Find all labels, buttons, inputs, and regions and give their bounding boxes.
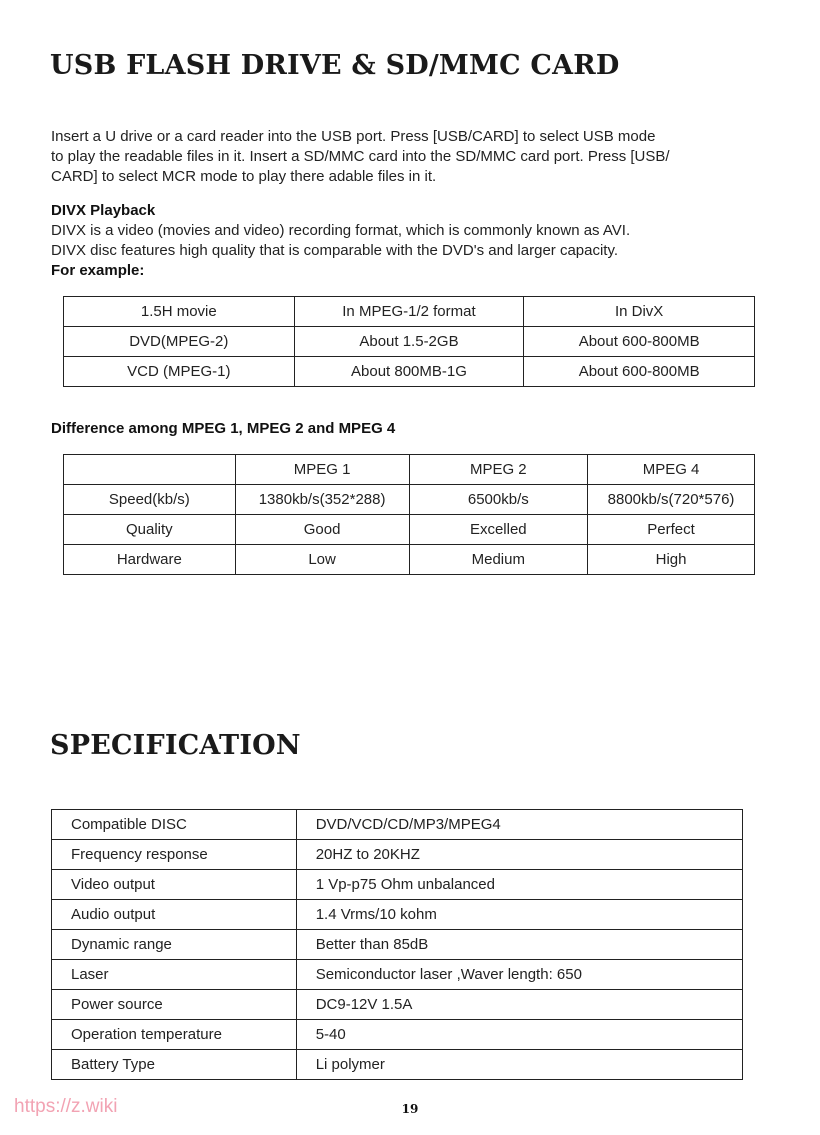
spec-label: Battery Type (52, 1050, 297, 1080)
spec-value: 1.4 Vrms/10 kohm (296, 900, 742, 930)
intro-line: CARD] to select MCR mode to play there adable files in it. (51, 168, 437, 185)
watermark-link[interactable]: https://z.wiki (14, 1096, 118, 1117)
table-cell: High (588, 545, 755, 575)
table-cell: MPEG 1 (235, 455, 409, 485)
intro-line: Insert a U drive or a card reader into the USB port. Press [USB/CARD] to select USB mode (51, 128, 656, 145)
divx-line: DIVX is a video (movies and video) recording format, which is commonly known as AVI. (51, 222, 631, 239)
table-cell (64, 455, 236, 485)
spec-label: Video output (52, 870, 297, 900)
table-row (64, 327, 755, 357)
spec-label: Laser (52, 960, 297, 990)
table-row (52, 960, 743, 990)
spec-value: Better than 85dB (296, 930, 742, 960)
table-cell: About 600-800MB (524, 327, 755, 357)
table-cell: Hardware (64, 545, 236, 575)
table-cell: Good (235, 515, 409, 545)
table-cell: 1.5H movie (64, 297, 295, 327)
table-row (64, 485, 755, 515)
usb-section-title: USB FLASH DRIVE & SD/MMC CARD (50, 50, 620, 81)
divx-heading: DIVX Playback (51, 202, 156, 219)
table-cell: Low (235, 545, 409, 575)
spec-value: 20HZ to 20KHZ (296, 840, 742, 870)
table-row (52, 840, 743, 870)
table-cell: 8800kb/s(720*576) (588, 485, 755, 515)
mpeg-comparison-table (63, 454, 755, 575)
example-table (63, 296, 755, 387)
divx-paragraph (51, 221, 771, 261)
spec-value: DC9-12V 1.5A (296, 990, 742, 1020)
usb-intro-paragraph (51, 127, 771, 187)
table-cell: Medium (409, 545, 588, 575)
table-cell: About 600-800MB (524, 357, 755, 387)
table-cell: Excelled (409, 515, 588, 545)
table-row (52, 1020, 743, 1050)
spec-label: Power source (52, 990, 297, 1020)
spec-label: Audio output (52, 900, 297, 930)
table-cell: 1380kb/s(352*288) (235, 485, 409, 515)
table-row (64, 515, 755, 545)
table-row (52, 990, 743, 1020)
table-cell: Quality (64, 515, 236, 545)
table-cell: In DivX (524, 297, 755, 327)
specification-table (51, 809, 743, 1080)
table-cell: DVD(MPEG-2) (64, 327, 295, 357)
table-cell: 6500kb/s (409, 485, 588, 515)
spec-section-title: SPECIFICATION (50, 730, 301, 761)
table-row (64, 297, 755, 327)
difference-heading: Difference among MPEG 1, MPEG 2 and MPEG 4 (51, 420, 396, 437)
spec-value: DVD/VCD/CD/MP3/MPEG4 (296, 810, 742, 840)
table-row (52, 900, 743, 930)
table-cell: In MPEG-1/2 format (294, 297, 524, 327)
spec-value: Li polymer (296, 1050, 742, 1080)
table-row (52, 810, 743, 840)
table-cell: Perfect (588, 515, 755, 545)
table-cell: VCD (MPEG-1) (64, 357, 295, 387)
table-row (52, 870, 743, 900)
table-row (52, 1050, 743, 1080)
spec-label: Compatible DISC (52, 810, 297, 840)
table-cell: About 800MB-1G (294, 357, 524, 387)
intro-line: to play the readable files in it. Insert a SD/MMC card into the SD/MMC card port. Press [USB/ (51, 148, 670, 165)
table-row (64, 357, 755, 387)
table-cell: About 1.5-2GB (294, 327, 524, 357)
spec-value: Semiconductor laser ,Waver length: 650 (296, 960, 742, 990)
page-number: 19 (401, 1102, 419, 1116)
spec-value: 5-40 (296, 1020, 742, 1050)
table-row (64, 455, 755, 485)
table-cell: MPEG 2 (409, 455, 588, 485)
example-heading: For example: (51, 262, 145, 279)
table-row (64, 545, 755, 575)
spec-value: 1 Vp-p75 Ohm unbalanced (296, 870, 742, 900)
spec-label: Operation temperature (52, 1020, 297, 1050)
spec-label: Frequency response (52, 840, 297, 870)
spec-label: Dynamic range (52, 930, 297, 960)
table-cell: MPEG 4 (588, 455, 755, 485)
table-row (52, 930, 743, 960)
divx-line: DIVX disc features high quality that is comparable with the DVD's and larger capacity. (51, 242, 619, 259)
table-cell: Speed(kb/s) (64, 485, 236, 515)
